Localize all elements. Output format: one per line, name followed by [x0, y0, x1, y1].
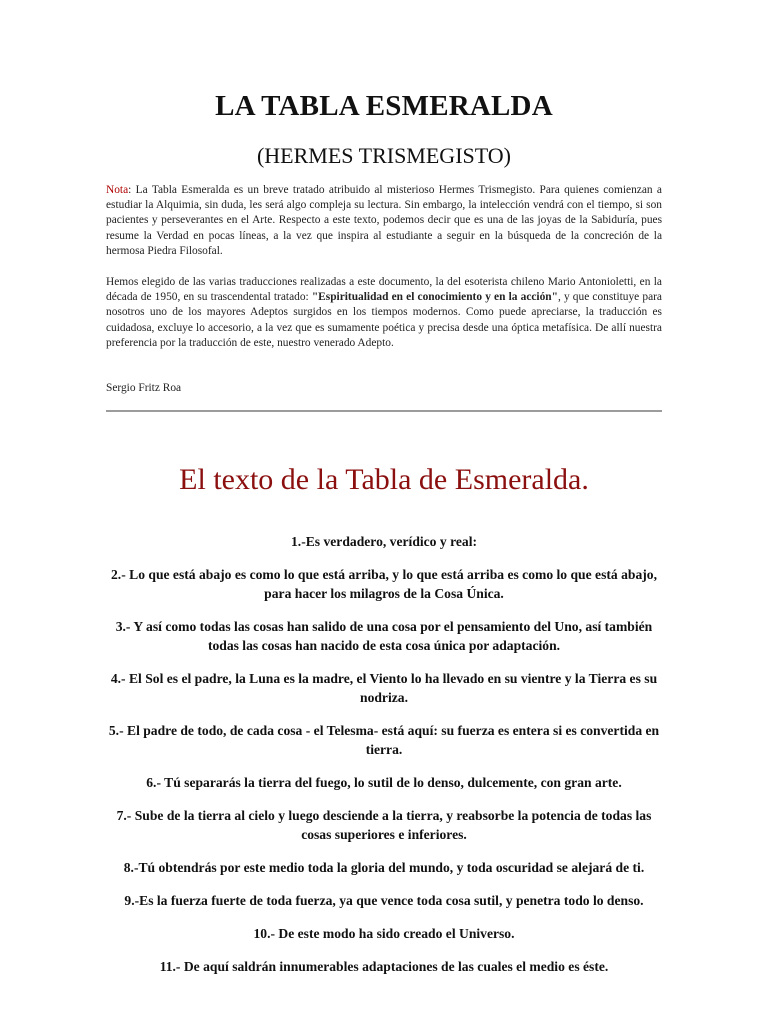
verse-item: 7.- Sube de la tierra al cielo y luego desciende a la tierra, y reabsorbe la potencia de todas las cosas superiores e inferiores.: [116, 808, 652, 842]
section-title: El texto de la Tabla de Esmeralda.: [179, 463, 589, 496]
note-label: Nota: [106, 184, 129, 196]
verse-item: 4.- El Sol es el padre, la Luna es la madre, el Viento lo ha llevado en su vientre y la Tierra es su nodriza.: [110, 671, 658, 705]
verse-item: 3.- Y así como todas las cosas han salido de una cosa por el pensamiento del Uno, así también todas las cosas han nacido de esta cosa única por adaptación.: [115, 619, 653, 653]
verse-item: 5.- El padre de todo, de cada cosa - el Telesma- está aquí: su fuerza es entera si es convertida en tierra.: [108, 723, 660, 757]
horizontal-rule: [106, 410, 662, 412]
verse-item: 6.- Tú separarás la tierra del fuego, lo sutil de lo denso, dulcemente, con gran arte.: [146, 775, 622, 790]
document-title: LA TABLA ESMERALDA: [215, 90, 553, 122]
translation-paragraph: [106, 275, 662, 351]
signature: Sergio Fritz Roa: [106, 382, 182, 394]
verse-item: 11.- De aquí saldrán innumerables adaptaciones de las cuales el medio es éste.: [159, 959, 609, 974]
verse-item: 2.- Lo que está abajo es como lo que está arriba, y lo que está arriba es como lo que está abajo, para hacer los milagros de la Cosa Única.: [111, 567, 657, 601]
verse-item: 9.-Es la fuerza fuerte de toda fuerza, ya que vence toda cosa sutil, y penetra todo lo denso.: [124, 893, 644, 908]
translation-text-after: , y que constituye para nosotros uno de los mayores Adeptos surgidos en los tiempos modernos. Como puede apreciarse, la traducción es cuidadosa, excluye lo accesorio, a la vez que es sumamente poética y precisa desde una óptica metafísica. De allí nuestra preferencia por la traducción de este, nuestro venerado Adepto.: [106, 291, 662, 349]
treatise-title: "Espiritualidad en el conocimiento y en la acción": [311, 291, 558, 304]
document-subtitle: (HERMES TRISMEGISTO): [256, 143, 512, 168]
translation-text-before: Hemos elegido de las varias traducciones realizadas a este documento, la del esoterista chileno Mario Antonioletti, en la década de 1950, en su trascendental tratado:: [106, 276, 662, 304]
note-paragraph: [106, 183, 662, 259]
verse-item: 8.-Tú obtendrás por este medio toda la gloria del mundo, y toda oscuridad se alejará de ti.: [123, 860, 645, 875]
verse-item: 1.-Es verdadero, verídico y real:: [291, 534, 477, 549]
verse-list: [108, 532, 660, 990]
verse-item: 10.- De este modo ha sido creado el Universo.: [253, 926, 515, 941]
note-text: : La Tabla Esmeralda es un breve tratado atribuido al misterioso Hermes Trismegisto. Para quienes comienzan a estudiar la Alquimia, sin duda, les será algo compleja su lectura. Sin embargo, la intelección vendrá con el tiempo, si son pacientes y perseverantes en el Arte. Respecto a este texto, podemos decir que es una de las joyas de la Sabiduría, pues resume la Verdad en pocas líneas, a la vez que inspira al estudiante a seguir en la búsqueda de la concreción de la hermosa Piedra Filosofal.: [106, 184, 662, 257]
